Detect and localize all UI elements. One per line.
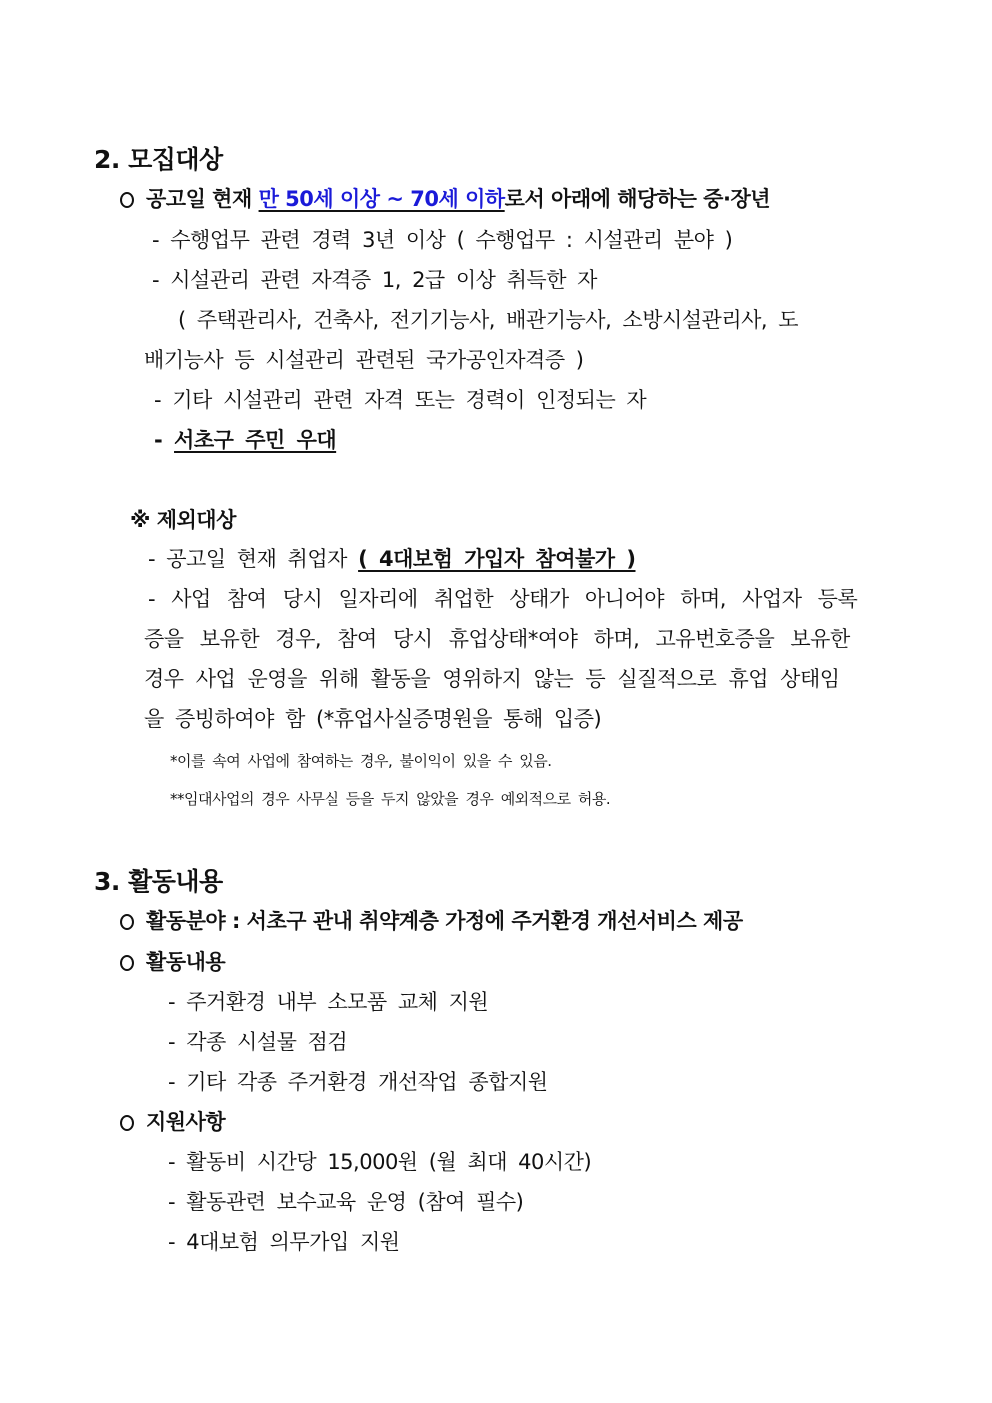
- circle-bullet-icon: [120, 955, 134, 971]
- exclusion-paragraph-line: 경우 사업 운영을 위해 활동을 영위하지 않는 등 실질적으로 휴업 상태임: [144, 667, 840, 691]
- section-3-title: 3. 활동내용: [94, 867, 223, 896]
- activity-field: 활동분야 : 서초구 관내 취약계층 가정에 주거환경 개선서비스 제공: [146, 909, 743, 933]
- activities-title: 활동내용: [146, 950, 226, 974]
- requirement-item: - 기타 시설관리 관련 자격 또는 경력이 인정되는 자: [154, 388, 647, 412]
- support-title: 지원사항: [146, 1110, 226, 1134]
- preferred-resident: 서초구 주민 우대: [174, 428, 337, 452]
- requirement-item: - 수행업무 관련 경력 3년 이상 ( 수행업무 : 시설관리 분야 ): [152, 228, 733, 252]
- footnote: **임대사업의 경우 사무실 등을 두지 않았을 경우 예외적으로 허용.: [170, 790, 611, 808]
- eligibility-bullet: [120, 183, 770, 213]
- exclusion-item: [148, 543, 636, 573]
- footnote: *이를 속여 사업에 참여하는 경우, 불이익이 있을 수 있음.: [170, 752, 552, 770]
- dash: -: [154, 428, 175, 452]
- activity-item: - 각종 시설물 점검: [168, 1030, 348, 1054]
- activity-field-bullet: [120, 905, 743, 935]
- activity-item: - 주거환경 내부 소모품 교체 지원: [168, 990, 489, 1014]
- activities-bullet: [120, 946, 225, 976]
- support-item: - 4대보험 의무가입 지원: [168, 1230, 400, 1254]
- exclusion-paragraph-line: - 사업 참여 당시 일자리에 취업한 상태가 아니어야 하며, 사업자 등록: [148, 587, 858, 611]
- support-bullet: [120, 1106, 225, 1136]
- exclusion-paragraph-line: 증을 보유한 경우, 참여 당시 휴업상태*여야 하며, 고유번호증을 보유한: [144, 627, 850, 651]
- exclusion-paragraph-line: 을 증빙하여야 함 (*휴업사실증명원을 통해 입증): [144, 707, 602, 731]
- bullet-prefix: 공고일 현재: [146, 187, 259, 211]
- exclusion-title: ※ 제외대상: [130, 508, 236, 532]
- circle-bullet-icon: [120, 1115, 134, 1131]
- bullet-suffix: 로서 아래에 해당하는 중·장년: [504, 187, 771, 211]
- activity-item: - 기타 각종 주거환경 개선작업 종합지원: [168, 1070, 548, 1094]
- requirement-item: - 시설관리 관련 자격증 1, 2급 이상 취득한 자: [152, 268, 597, 292]
- exclusion-text: - 공고일 현재 취업자: [148, 547, 359, 571]
- section-2-title: 2. 모집대상: [94, 145, 223, 174]
- support-item: - 활동비 시간당 15,000원 (월 최대 40시간): [168, 1150, 592, 1174]
- exclusion-emphasis: ( 4대보험 가입자 참여불가 ): [358, 547, 636, 571]
- preferred-item: [154, 424, 336, 454]
- age-range-highlight: 만 50세 이상 ~ 70세 이하: [258, 187, 505, 211]
- requirement-item: 배기능사 등 시설관리 관련된 국가공인자격증 ): [144, 348, 584, 372]
- circle-bullet-icon: [120, 914, 134, 930]
- support-item: - 활동관련 보수교육 운영 (참여 필수): [168, 1190, 524, 1214]
- circle-bullet-icon: [120, 192, 134, 208]
- requirement-item: ( 주택관리사, 건축사, 전기기능사, 배관기능사, 소방시설관리사, 도: [178, 308, 799, 332]
